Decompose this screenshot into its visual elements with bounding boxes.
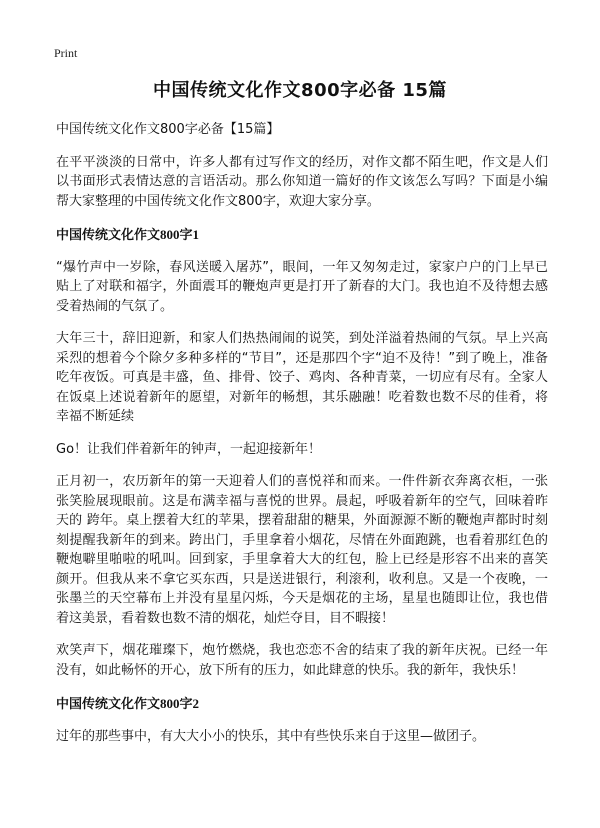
document-subtitle: 中国传统文化作文800字必备【15篇】 (56, 122, 280, 137)
paragraph: 过年的那些事中，有大大小小的快乐，其中有些快乐来自于这里—做团子。 (56, 728, 486, 744)
print-label: Print (54, 46, 78, 60)
section-heading: 中国传统文化作文800字2 (56, 696, 200, 711)
paragraph: Go！让我们伴着新年的钟声，一起迎接新年！ (56, 441, 322, 457)
paragraph: 欢笑声下，烟花璀璨下，炮竹燃烧，我也恋恋不舍的结束了我的新年庆祝。已经一年没有，如此畅怀的开心，放下所有的压力，如此肆意的快乐。我的新年，我快乐！ (56, 643, 548, 678)
paragraph: 大年三十，辞旧迎新，和家人们热热闹闹的说笑，到处洋溢着热闹的气氛。早上兴高采烈的想着今个除夕多种多样的“节目”，还是那四个字“迫不及待！”到了晚上，准备吃年夜饭。可真是丰盛，鱼、排骨、饺子、鸡肉、各种青菜，一切应有尽有。全家人在饭桌上述说着新年的愿望，对新年的畅想，其乐融融！吃着数也数不尽的佳肴，将幸福不断延续 (56, 331, 548, 424)
paragraph: “爆竹声中一岁除，春风送暖入屠苏”，眼间，一年又匆匆走过，家家户户的门上早已贴上了对联和福字，外面震耳的鞭炮声更是打开了新春的大门。我也迫不及待想去感受着热闹的气氛了。 (56, 259, 548, 314)
page-title: 中国传统文化作文800字必备 15篇 (153, 80, 447, 101)
document-body (56, 120, 548, 759)
paragraph: 正月初一，农历新年的第一天迎着人们的喜悦祥和而来。一件件新衣奔离衣柜，一张张笑脸展现眼前。这是布满幸福与喜悦的世界。晨起，呼吸着新年的空气，回味着昨天的 跨年。桌上摆着大红的苹果，摆着甜甜的糖果，外面源源不断的鞭炮声都时时刻刻提醒我新年的到来。跨出门，手里拿着小烟花，尽情在外面跑跳，也看着那红色的鞭炮噼里啪啦的吼叫。回到家，手里拿着大大的红包，脸上已经是形容不出来的喜笑颜开。但我从来不拿它买东西，只是送进银行，利滚利，收利息。又是一个夜晚，一张墨兰的天空幕布上并没有星星闪烁，今天是烟花的主场，星星也随即让位，我也借着这美景，看着数也数不清的烟花，灿烂夺目，目不暇接！ (56, 474, 548, 626)
section-heading: 中国传统文化作文800字1 (56, 227, 200, 242)
intro-paragraph: 在平平淡淡的日常中，许多人都有过写作文的经历，对作文都不陌生吧，作文是人们以书面形式表情达意的言语活动。那么你知道一篇好的作文该怎么写吗？下面是小编帮大家整理的中国传统文化作文800字，欢迎大家分享。 (56, 154, 548, 209)
